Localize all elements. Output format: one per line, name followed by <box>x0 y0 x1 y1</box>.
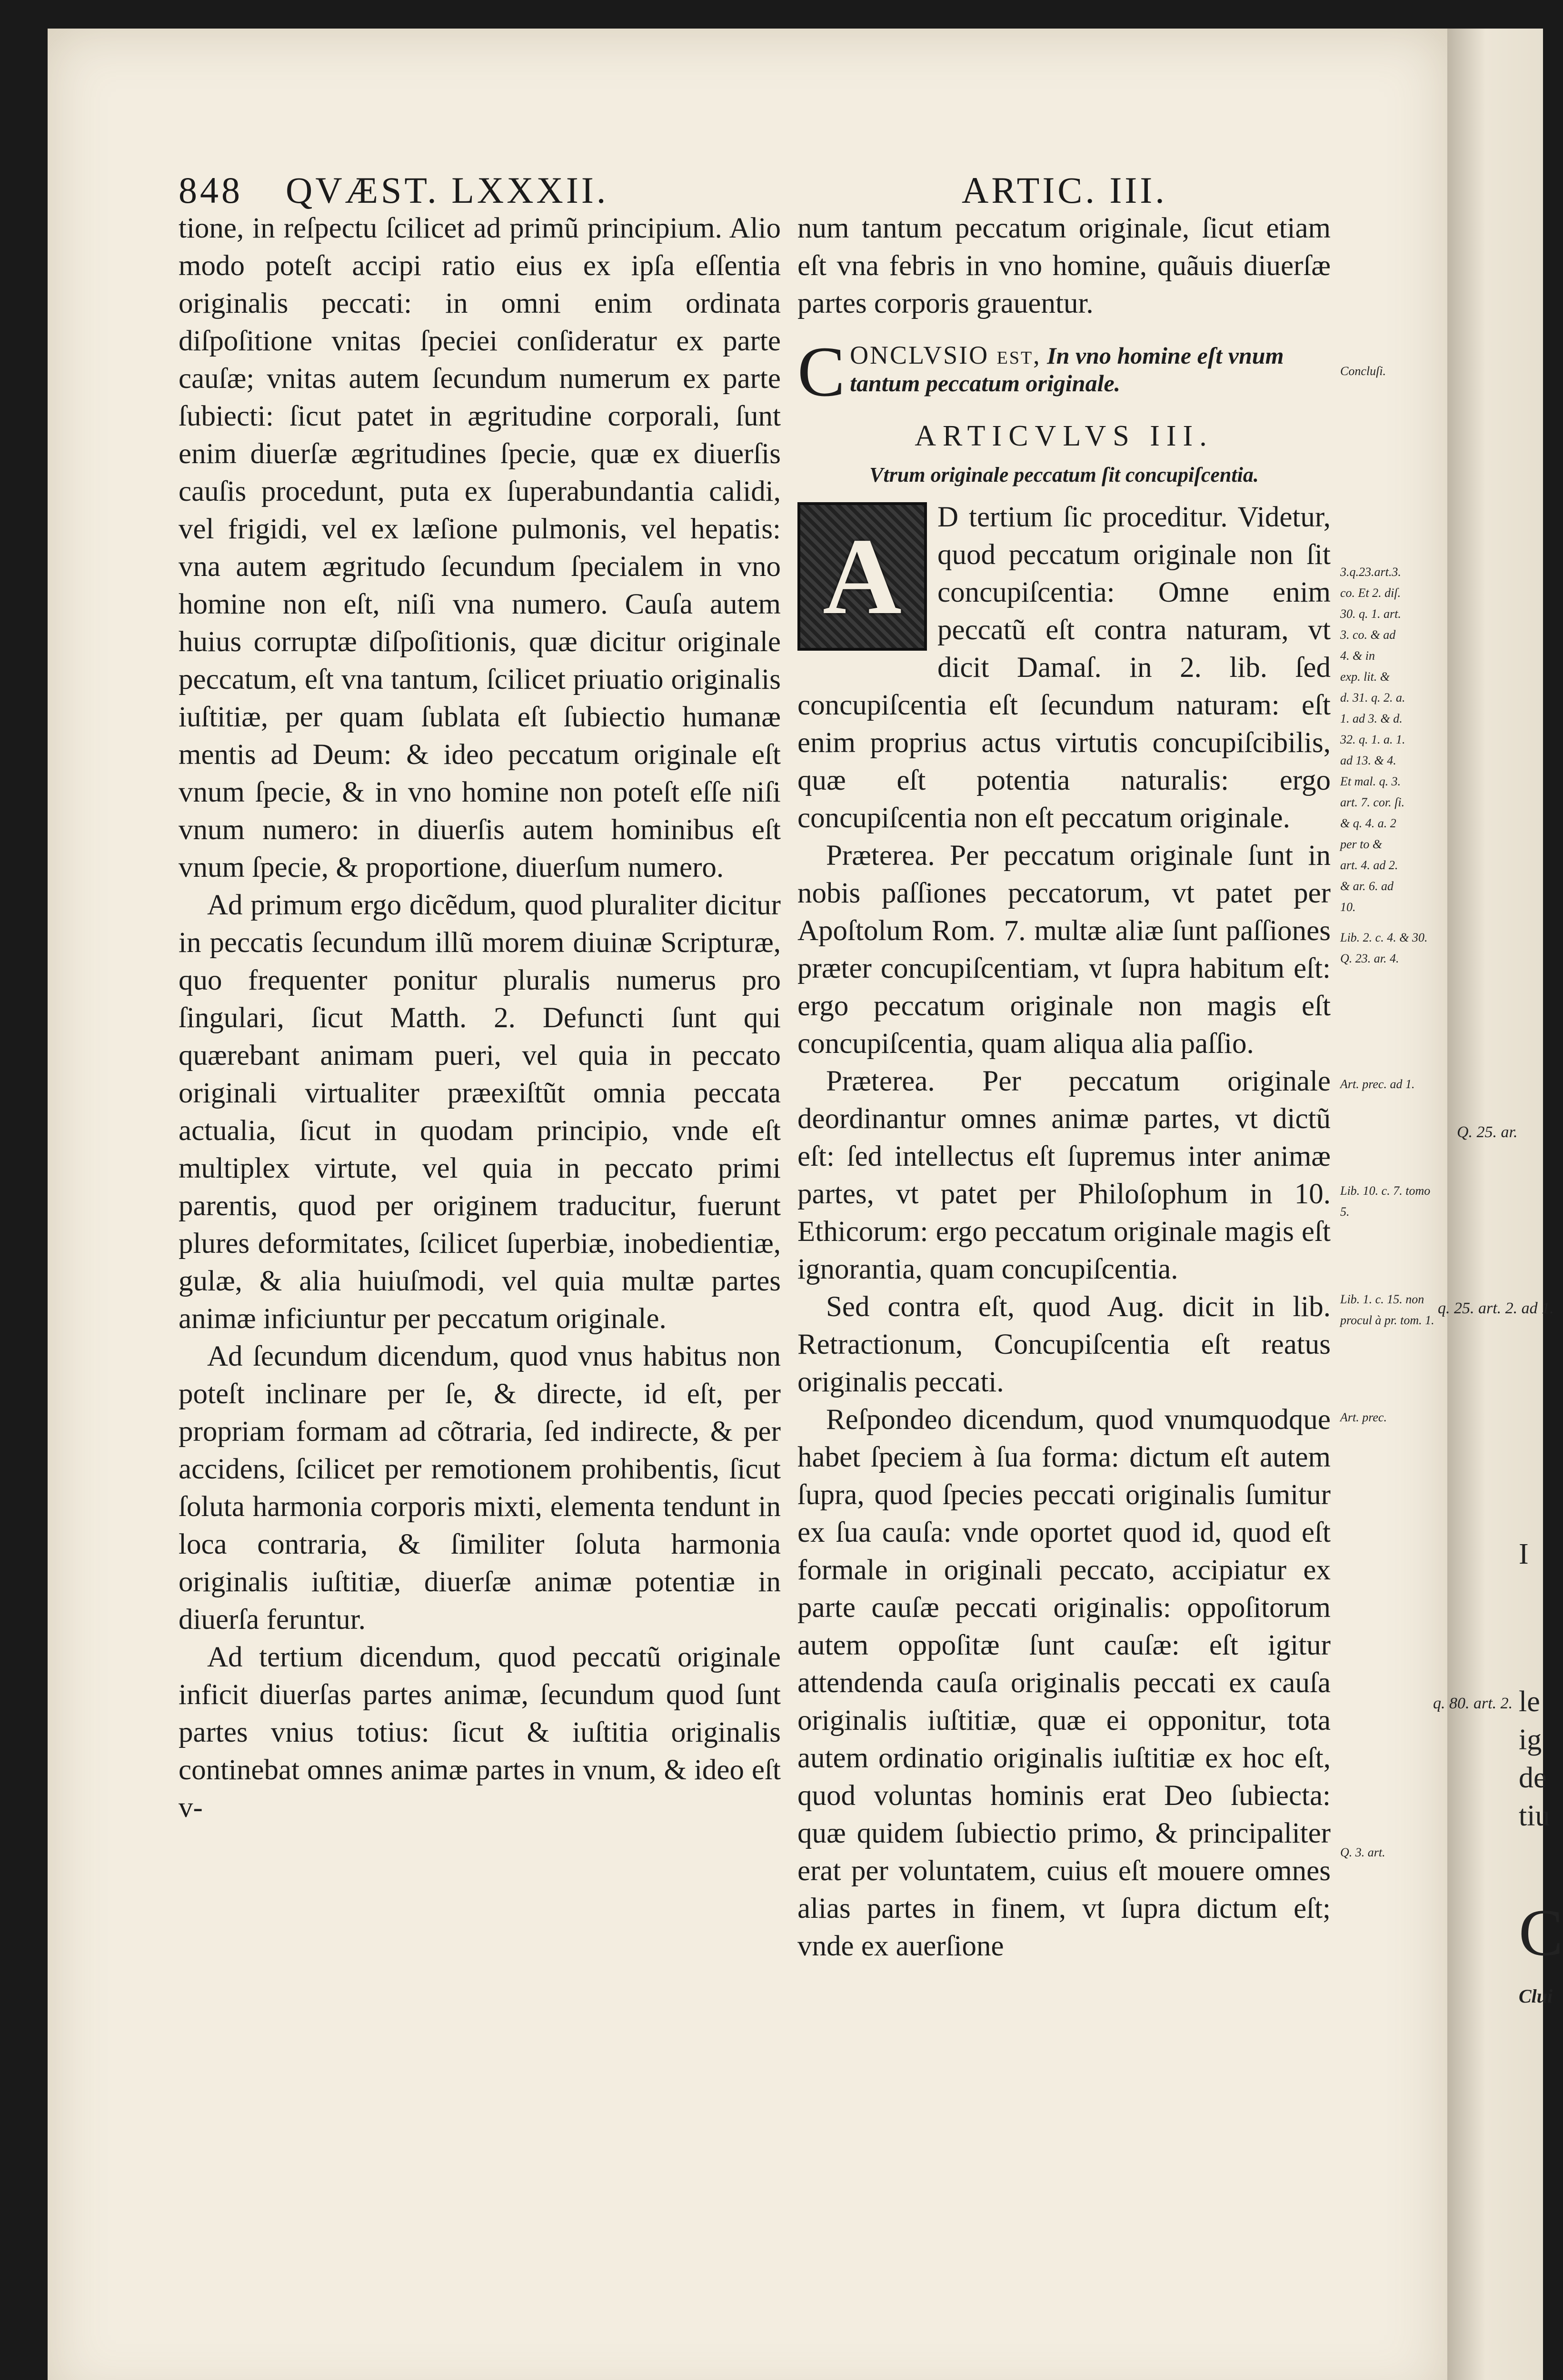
margin-note: Et mal. q. 3. <box>1340 774 1401 788</box>
margin-note: Q. 23. ar. 4. <box>1340 952 1399 965</box>
margin-note: d. 31. q. 2. a. <box>1340 691 1405 704</box>
margin-note: Q. 3. art. <box>1340 1845 1385 1859</box>
paragraph: Ad tertium dicendum, quod peccatũ originale inficit diuerſas partes animæ, ſecundum quod ſunt partes vnius totius: ſicut & iuſtitia originalis continebat omnes animæ partes in vnum, & ideo eſt v- <box>179 1641 781 1824</box>
margin-note: & ar. 6. ad <box>1340 879 1394 893</box>
margin-note: 30. q. 1. art. <box>1340 607 1401 621</box>
margin-note: Art. prec. <box>1340 1410 1387 1424</box>
margin-note: exp. lit. & <box>1340 670 1390 684</box>
facing-margin-note: q. 25. art. 2. ad 1. <box>1438 1299 1554 1317</box>
left-column <box>179 209 781 1826</box>
facing-text-fragment: Clui <box>1519 1985 1553 2007</box>
conclusio-label: ONCLVSIO eſt, <box>850 341 1041 369</box>
margin-note: 3.q.23.art.3. <box>1340 565 1401 579</box>
margin-note: 1. ad 3. & d. <box>1340 712 1403 725</box>
margin-note: & q. 4. a. 2 <box>1340 816 1396 830</box>
paragraph: tione, in reſpectu ſcilicet ad primũ principium. Alio modo poteſt accipi ratio eius ex ipſa eſſentia originalis peccati: in omni enim ordinata diſpoſitione vnitas ſpeciei conſideratur ex parte cauſæ; vnitas autem ſecundum numerum ex parte ſubiecti: ſicut patet in ægritudine corporali, ſunt enim diuerſæ ægritudines ſpecie, quæ ex diuerſis cauſis procedunt, puta ex ſuperabundantia calidi, vel frigidi, vel ex læſione pulmonis, vel hepatis: vna autem ægritudo ſecundum ſpecialem in vno homine non eſt, niſi vna numero. Cauſa autem huius corruptæ diſpoſitionis, quæ dicitur originale peccatum, eſt vna tantum, ſcilicet priuatio originalis iuſtitiæ, per quam ſublata eſt ſubiectio humanæ mentis ad Deum: & ideo peccatum originale eſt vnum ſpecie, & in vno homine non poteſt eſſe niſi vnum numero: in diuerſis autem hominibus eſt vnum ſpecie, & proportione, diuerſum numero. <box>179 212 781 883</box>
paragraph: D tertium ſic proceditur. Videtur, quod peccatum originale non ſit concupiſcentia: Omne enim peccatũ eſt contra naturam, vt dicit Damaſ. in 2. lib. ſed concupiſcentia eſt ſecundum naturam: eſt enim proprius actus virtutis concupiſcibilis, quæ eſt potentia naturalis: ergo concupiſcentia non eſt peccatum originale. <box>797 501 1331 834</box>
facing-margin-note: q. 80. art. 2. <box>1433 1695 1513 1712</box>
margin-note: art. 7. cor. ſi. <box>1340 795 1405 809</box>
decorated-initial-letter: A <box>822 516 902 637</box>
articulus-header: ARTIC. III. <box>962 169 1167 211</box>
facing-page-edge <box>1433 29 1563 2380</box>
right-column <box>797 209 1331 1965</box>
articulus-heading: ARTICVLVS III. <box>915 420 1214 452</box>
conclusio-text: In vno homine eſt vnum tantum peccatum originale. <box>850 342 1284 397</box>
paragraph: Sed contra eſt, quod Aug. dicit in lib. Retractionum, Concupiſcentia eſt reatus originalis peccati. <box>797 1291 1331 1398</box>
facing-text-fragment: le <box>1519 1686 1540 1718</box>
margin-note: 10. <box>1340 900 1356 914</box>
paragraph: Præterea. Per peccatum originale ſunt in nobis paſſiones peccatorum, vt patet per Apoſtolum Rom. 7. multæ aliæ ſunt paſſiones præter concupiſcentiam, vt ſupra habitum eſt: ergo peccatum originale non magis eſt concupiſcentia, quam aliqua alia paſſio. <box>797 840 1331 1060</box>
margin-note: 3. co. & ad <box>1340 628 1396 642</box>
paragraph: Præterea. Per peccatum originale deordinantur omnes animæ partes, vt dictũ eſt: ſed intellectus eſt ſupremus inter animæ partes, vt patet per Philoſophum in 10. Ethicorum: ergo peccatum originale magis eſt ignorantia, quam concupiſcentia. <box>797 1065 1331 1285</box>
margin-note: 4. & in <box>1340 649 1375 663</box>
page-number: 848 <box>179 169 243 211</box>
paragraph: Ad primum ergo dicẽdum, quod pluraliter dicitur in peccatis ſecundum illũ morem diuinæ Scripturæ, quo frequenter ponitur pluralis numerus pro ſingulari, ſicut Matth. 2. Defuncti ſunt qui quærebant animam pueri, vel quia in peccato originali virtualiter præexiſtũt omnia peccata actualia, ſicut in quodam principio, vnde eſt multiplex virtute, vel quia in peccato primi parentis, quod per originem traducitur, fuerunt plures deformitates, ſcilicet ſuperbiæ, inobedientiæ, gulæ, & alia huiuſmodi, vel quia multæ partes animæ inficiuntur per peccatum originale. <box>179 889 781 1335</box>
margin-note: Lib. 2. c. 4. & 30. <box>1340 931 1428 944</box>
margin-note: 32. q. 1. a. 1. <box>1340 733 1405 746</box>
margin-note: art. 4. ad 2. <box>1340 858 1398 872</box>
margin-note: co. Et 2. diſ. <box>1340 586 1401 600</box>
margin-note: Lib. 1. c. 15. non procul à pr. tom. 1. <box>1340 1292 1434 1327</box>
facing-text-fragment: I <box>1519 1538 1529 1570</box>
margin-note: ad 13. & 4. <box>1340 754 1396 767</box>
conclusio <box>797 332 1331 411</box>
conclusio-initial: C <box>797 332 846 411</box>
margin-note-conclusio: Concluſi. <box>1340 364 1386 378</box>
decorated-initial <box>797 502 927 651</box>
articulus-question: Vtrum originale peccatum ſit concupiſcentia. <box>869 463 1259 486</box>
facing-text-fragment: tiu <box>1519 1800 1550 1832</box>
margin-note: Lib. 10. c. 7. tomo 5. <box>1340 1184 1431 1219</box>
facing-text-fragment: C <box>1519 1896 1563 1970</box>
facing-text-fragment: ig <box>1519 1724 1542 1756</box>
paragraph: Reſpondeo dicendum, quod vnumquodque habet ſpeciem à ſua forma: dictum eſt autem ſupra, quod ſpecies peccati originalis ſumitur ex ſua cauſa: vnde oportet quod id, quod eſt formale in originali peccato, accipiatur ex parte cauſæ peccati originalis: oppoſitorum autem oppoſitæ ſunt cauſæ: eſt igitur attendenda cauſa originalis peccati ex cauſa originalis iuſtitiæ, quæ ei opponitur, tota autem ordinatio originalis iuſtitiæ ex hoc eſt, quod voluntas hominis erat Deo ſubiecta: quæ quidem ſubiectio primo, & principaliter erat per voluntatem, cuius eſt mouere omnes alias partes in finem, vt ſupra dictum eſt; vnde ex auerſione <box>797 1404 1331 1962</box>
paragraph: num tantum peccatum originale, ſicut etiam eſt vna febris in vno homine, quãuis diuerſæ partes corporis grauentur. <box>797 212 1331 319</box>
facing-margin-note: Q. 25. ar. <box>1457 1123 1518 1141</box>
margin-references <box>1340 562 1435 1863</box>
quaestio-header: QVÆST. LXXXII. <box>286 169 609 211</box>
paragraph: Ad ſecundum dicendum, quod vnus habitus non poteſt inclinare per ſe, & directe, id eſt, per propriam formam ad cõtraria, ſed indirecte, & per accidens, ſcilicet per remotionem prohibentis, ſicut ſoluta harmonia corporis mixti, elementa tendunt in loca contraria, & ſimiliter ſoluta harmonia originalis iuſtitiæ, diuerſæ animæ potentiæ in diuerſa feruntur. <box>179 1340 781 1636</box>
margin-note: per to & <box>1340 837 1383 851</box>
margin-note: Art. prec. ad 1. <box>1340 1077 1415 1091</box>
facing-text-fragment: de <box>1519 1762 1547 1794</box>
